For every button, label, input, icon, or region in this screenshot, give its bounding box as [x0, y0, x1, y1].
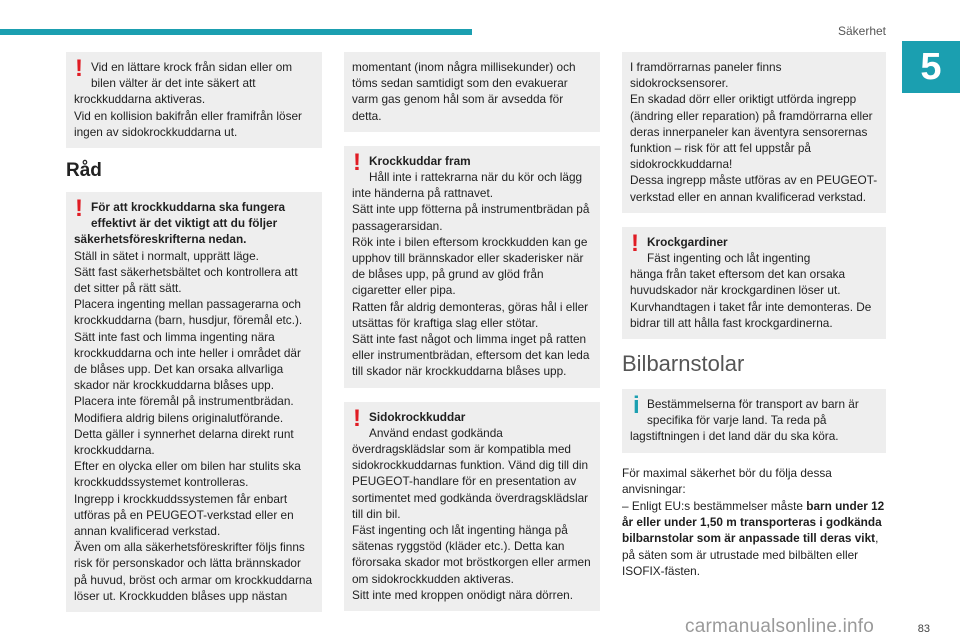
instructions-rule	[622, 498, 886, 579]
column-2	[344, 52, 600, 623]
warning-title-line: säkerhetsföreskrifterna nedan.	[74, 232, 247, 247]
chapter-number-tab: 5	[902, 41, 960, 93]
warning-line: Håll inte i rattekrarna när du kör och lägg	[369, 170, 583, 185]
note-text: I framdörrarnas paneler finns sidokrocksensorer. En skadad dörr eller oriktigt utförda ingrepp (ändring eller reparation) på framdörrarna eller deras innerpaneler kan äventyra sensorernas funktion – risk för att fel uppstår på sidokrockkuddarna! Dessa ingrepp måste utföras av en PEUGEOT-verkstad eller en annan kvalificerad verkstad.	[630, 60, 878, 204]
warning-title: ! Sidokrockkuddar	[369, 409, 466, 424]
warning-line: Fäst ingenting och låt ingenting	[647, 251, 811, 266]
warning-title-line: ! För att krockkuddarna ska fungera	[91, 200, 286, 215]
rule-prefix: – Enligt EU:s bestämmelser måste	[622, 499, 807, 514]
warning-line: ! Vid en lättare krock från sidan eller om	[91, 60, 293, 74]
warning-box-side-airbags	[344, 402, 600, 611]
column-3	[622, 52, 886, 579]
warning-title: ! Krockgardiner	[647, 234, 728, 249]
warning-text: inte händerna på rattnavet. Sätt inte upp fötterna på instrumentbrädan på passagerarsidan. Rök inte i bilen eftersom krockkudden kan ge upphov till brännskador eller skaderisker när de blåses upp, på grund av glöd från cigaretter eller pipa. Ratten får aldrig demonteras, göras hål i eller utsättas för kraftiga slag eller stötar. Sätt inte fast något och limma inget på ratten eller instrumentbrädan, eftersom det kan leda till skador när krockkuddarna blåses upp.	[352, 186, 590, 379]
warning-title: ! Krockkuddar fram	[369, 153, 471, 168]
column-1	[66, 52, 322, 624]
warning-box-curtain-airbags	[622, 227, 886, 339]
page-number: 83	[917, 623, 930, 635]
child-seat-instructions	[622, 465, 886, 579]
header-accent-bar	[0, 29, 472, 35]
warning-line: bilen välter är det inte säkert att	[91, 76, 256, 91]
warning-text: överdragsklädslar som är kompatibla med sidokrockkuddarnas funktion. Vänd dig till din PEUGEOT-handlare för en presentation av sortimentet med godkända överdragsklädslar till din bil. Fäst ingenting och låt ingenting hänga på sätenas ryggstöd (kläder etc.). Detta kan förorsaka skador mot bröstkorgen eller armen om sidokrockkudden aktiveras. Sitt inte med kroppen onödigt nära dörren.	[352, 442, 591, 602]
instructions-intro: För maximal säkerhet bör du följa dessa anvisningar:	[622, 465, 832, 496]
warning-text: hänga från taket eftersom det kan orsaka huvudskador när krockgardinen löser ut. Kurvhandtagen i taket får inte demonteras. De bidrar till att hålla fast krockgardinerna.	[630, 267, 872, 330]
warning-text: krockkuddarna aktiveras. Vid en kollision bakifrån eller framifrån löser ingen av sidokrockkuddarna ut.	[74, 92, 302, 139]
watermark: carmanualsonline.info	[685, 616, 875, 637]
child-seats-heading: Bilbarnstolar	[622, 351, 745, 377]
section-title: Säkerhet	[837, 24, 886, 38]
info-line: i Bestämmelserna för transport av barn är	[647, 397, 859, 412]
warning-box-side-impact	[66, 52, 322, 148]
continued-text: momentant (inom några millisekunder) och töms sedan samtidigt som den evakuerar varm gas genom hål som är avsedda för detta.	[352, 60, 576, 123]
info-box-child-transport	[622, 389, 886, 453]
rule-emphasis: barn under 12 år eller under 1,50 m transporteras i godkända bilbarnstolar som är anpassade till deras vikt	[622, 499, 885, 546]
warning-box-advice	[66, 192, 322, 612]
warning-line: Använd endast godkända	[369, 425, 503, 440]
rule-suffix: , på säten som är utrustade med bilbälten eller ISOFIX-fästen.	[622, 531, 879, 578]
note-box-door-sensors	[622, 52, 886, 213]
continued-box	[344, 52, 600, 132]
warning-text: Ställ in sätet i normalt, upprätt läge. Sätt fast säkerhetsbältet och kontrollera att det sitter på rätt sätt. Placera ingenting mellan passagerarna och krockkuddarna (barn, husdjur, föremål etc.). Sätt inte fast och limma ingenting nära krockkuddarna och inte heller i området där de blåses upp. Det kan orsaka allvarliga skador när krockkuddarna blåses upp. Placera inte föremål på instrumentbrädan. Modifiera aldrig bilens originalutförande. Detta gäller i synnerhet delarna direkt runt krockkuddarna. Efter en olycka eller om bilen har stulits ska krockkuddssystemet kontrolleras. Ingrepp i krockkuddssystemen får enbart utföras på en PEUGEOT-verkstad eller en annan kvalificerad verkstad. Även om alla säkerhetsföreskrifter följs finns risk för personskador och lätta brännskador på huvud, bröst och armar om krockkuddarna löser ut. Krockkudden blåses upp nästan	[74, 248, 313, 603]
advice-heading: Råd	[66, 160, 102, 182]
info-text: lagstiftningen i det land där du ska köra.	[630, 429, 839, 444]
warning-title-line: effektivt är det viktigt att du följer	[91, 216, 278, 231]
warning-box-front-airbags	[344, 146, 600, 388]
info-line: specifika för varje land. Ta reda på	[647, 413, 827, 428]
